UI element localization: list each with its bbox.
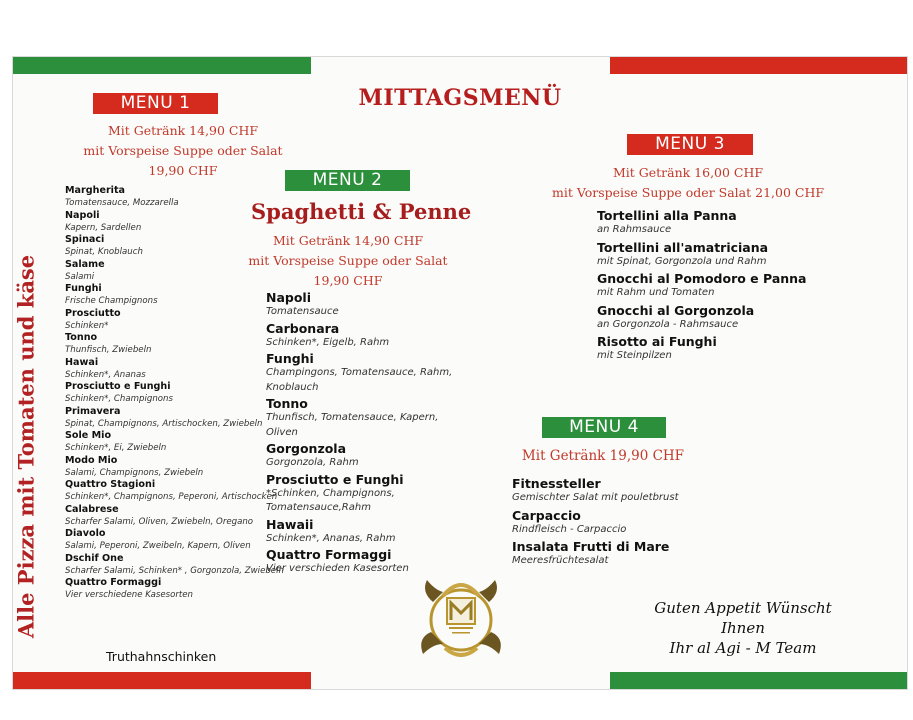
menu-item-name: Prosciutto e Funghi (65, 381, 171, 392)
menu-item-name: Funghi (65, 283, 102, 294)
menu-item-name: Hawaii (266, 516, 314, 532)
menu1-badge: MENU 1 (93, 93, 218, 114)
menu-item-description: an Gorgonzola - Rahmsauce (597, 318, 739, 330)
menu2-price (238, 231, 458, 291)
menu-item-description: Tomatensauce, Mozzarella (65, 198, 179, 208)
menu3-price-line-1: Mit Getränk 16,00 CHF (612, 165, 764, 180)
menu-item (65, 479, 285, 504)
menu-item-name: Insalata Frutti di Mare (512, 539, 670, 554)
menu-sheet (12, 56, 908, 690)
menu-item-name: Carbonara (266, 320, 340, 336)
menu-item-description: mit Spinat, Gorgonzola und Rahm (597, 255, 767, 267)
footer-note: Truthahnschinken (106, 649, 217, 664)
menu-item-name: Diavolo (65, 528, 106, 539)
menu-item (65, 308, 285, 333)
menu3-badge: MENU 3 (627, 134, 753, 155)
menu-item-name: Prosciutto e Funghi (266, 471, 404, 487)
menu-item-name: Fitnessteller (512, 476, 601, 491)
menu-item-description: Salami, Peperoni, Zweibeln, Kapern, Oliven (65, 541, 251, 551)
pizza-note-vertical: Alle Pizza mit Tomaten und käse (13, 254, 39, 639)
menu-item-description: Thunfisch, Zwiebeln (65, 345, 152, 355)
menu-item-description: Kapern, Sardellen (65, 222, 142, 233)
menu-item-description: Scharfer Salami, Oliven, Zwiebeln, Oregano (65, 516, 254, 527)
menu-item (266, 321, 461, 351)
menu-item-name: Gnocchi al Pomodoro e Panna (597, 271, 807, 286)
menu-item (597, 334, 847, 364)
menu-item-name: Tortellini all'amatriciana (597, 239, 769, 255)
menu-item (65, 332, 285, 357)
menu-item-description: Thunfisch, Tomatensauce, Kapern, Oliven (266, 412, 439, 438)
menu1-price-line-1: Mit Getränk 14,90 CHF (107, 123, 259, 138)
menu-item-name: Tonno (65, 332, 98, 343)
closing-line-2: Ihnen (721, 619, 765, 637)
menu-item-name: Quattro Stagioni (65, 479, 156, 490)
menu-item-name: Salame (65, 258, 105, 270)
menu-item-name: Napoli (65, 209, 100, 221)
menu-item-description: Schinken*, Ei, Zwiebeln (65, 443, 167, 453)
menu-item (597, 240, 847, 270)
menu-item (597, 271, 847, 301)
page-title: MITTAGSMENÜ (358, 85, 562, 111)
menu-item-description: Gorgonzola, Rahm (266, 457, 359, 468)
menu-item-description: Tomatensauce (266, 306, 339, 317)
menu-item-description: Spinat, Champignons, Artischocken, Zwiebeln (65, 418, 263, 429)
menu4-item-list (512, 476, 762, 571)
menu1-price-line-3: 19,90 CHF (148, 163, 218, 178)
top-left-green-stripe (13, 57, 311, 74)
menu-item (65, 553, 285, 578)
menu-item (65, 381, 285, 406)
menu-item-description: Schinken* (65, 320, 109, 331)
menu-item-description: Schinken*, Champignons (65, 394, 173, 404)
menu-item-name: Gorgonzola (266, 441, 347, 456)
menu-item-name: Tonno (266, 396, 308, 411)
menu2-price-line-2: mit Vorspeise Suppe oder Salat (248, 253, 448, 268)
menu-item (512, 476, 762, 506)
menu-item-description: Schinken*, Ananas (65, 369, 146, 380)
menu-item-name: Tortellini alla Panna (597, 208, 737, 223)
menu-item (266, 351, 461, 395)
menu1-price-line-2: mit Vorspeise Suppe oder Salat (83, 143, 283, 158)
menu-item-name: Quattro Formaggi (65, 577, 162, 588)
menu-item-description: Vier verschieden Kasesorten (266, 563, 409, 574)
menu-item-description: Gemischter Salat mit pouletbrust (512, 492, 679, 503)
menu-item-description: mit Steinpilzen (597, 350, 672, 361)
crest-logo-icon (413, 572, 509, 662)
menu-item (266, 517, 461, 547)
closing-line-3: Ihr al Agi - M Team (669, 639, 817, 657)
menu-item-description: an Rahmsauce (597, 224, 672, 235)
menu-item-description: Meeresfrüchtesalat (512, 555, 609, 566)
menu-item-description: Schinken*, Eigelb, Rahm (266, 336, 390, 348)
menu-item-name: Dschif One (65, 552, 124, 564)
menu-item (597, 303, 847, 333)
menu-item-description: Spinat, Knoblauch (65, 247, 143, 257)
menu4-price: Mit Getränk 19,90 CHF (521, 448, 685, 464)
menu-item-description: Salami, Champignons, Zwiebeln (65, 467, 204, 478)
menu-item-name: Risotto ai Funghi (597, 334, 717, 349)
top-right-red-stripe (610, 57, 908, 74)
menu-item (512, 508, 762, 538)
menu-item-name: Funghi (266, 351, 314, 366)
menu-item-name: Napoli (266, 290, 312, 305)
menu-item-name: Quattro Formaggi (266, 547, 392, 562)
menu1-price (53, 121, 313, 181)
bottom-left-red-stripe (13, 672, 311, 689)
menu-item-description: *Schinken, Champignons, Tomatensauce,Rahm (266, 487, 395, 513)
menu2-badge: MENU 2 (285, 170, 410, 191)
menu-item (266, 290, 461, 320)
menu-item-name: Spinaci (65, 234, 105, 245)
menu4-badge: MENU 4 (542, 417, 666, 438)
menu-item (65, 455, 285, 480)
menu-item-name: Gnocchi al Gorgonzola (597, 302, 755, 318)
menu-item (65, 357, 285, 382)
menu-item-name: Calabrese (65, 503, 119, 515)
menu2-price-line-1: Mit Getränk 14,90 CHF (272, 233, 424, 248)
menu2-item-list (266, 290, 461, 578)
menu-item-description: Salami (65, 271, 95, 282)
menu-item-description: Rindfleisch - Carpaccio (512, 523, 627, 535)
menu-item (597, 208, 847, 238)
menu-item (266, 441, 461, 471)
menu-item-name: Sole Mio (65, 430, 112, 441)
menu-item-name: Modo Mio (65, 454, 118, 466)
closing-line-1: Guten Appetit Wünscht (654, 599, 832, 617)
menu-item (65, 430, 285, 455)
menu3-price (543, 163, 833, 203)
menu-item-description: Schinken*, Ananas, Rahm (266, 532, 396, 544)
menu-item (266, 472, 461, 516)
menu-item (512, 539, 762, 569)
menu3-item-list (597, 208, 847, 366)
bottom-right-green-stripe (610, 672, 908, 689)
menu-item-name: Hawai (65, 356, 99, 368)
menu-item-description: Vier verschiedene Kasesorten (65, 590, 193, 600)
menu2-heading: Spaghetti & Penne (251, 199, 472, 224)
menu-item (266, 396, 461, 440)
closing-greeting (653, 598, 833, 658)
menu-item-description: Schinken*, Champignons, Peperoni, Artischocken (65, 492, 278, 502)
menu-item-description: Frische Champignons (65, 296, 158, 306)
menu-item-name: Prosciutto (65, 307, 121, 319)
menu-item-description: Scharfer Salami, Schinken* , Gorgonzola, Zwiebeln (65, 565, 284, 576)
menu-item-description: Champingons, Tomatensauce, Rahm, Knoblauch (266, 367, 453, 393)
menu-item (65, 406, 285, 431)
menu-item-name: Margherita (65, 185, 126, 196)
menu3-price-line-2: mit Vorspeise Suppe oder Salat 21,00 CHF (551, 185, 825, 200)
menu2-price-line-3: 19,90 CHF (313, 273, 383, 288)
menu-item-name: Primavera (65, 405, 121, 417)
menu-item (65, 528, 285, 553)
menu-item-name: Carpaccio (512, 507, 581, 523)
menu-item (65, 504, 285, 529)
menu-item-description: mit Rahm und Tomaten (597, 287, 715, 298)
menu-item (65, 577, 285, 602)
